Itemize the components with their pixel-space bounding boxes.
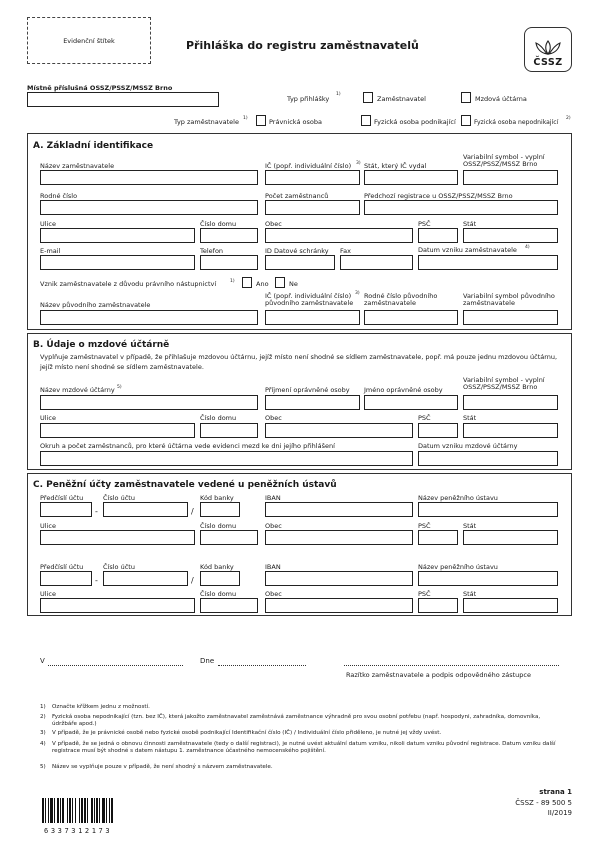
b-origin-date-label: Datum vzniku mzdové účtárny [418, 442, 518, 450]
application-type-label: Typ přihlášky [287, 95, 330, 103]
legal-entity-label: Právnická osoba [269, 118, 322, 126]
footnote-3-num: 3) [40, 730, 46, 736]
slash-separator: / [191, 507, 194, 516]
email-input[interactable] [40, 255, 195, 270]
account-label: Číslo účtu [103, 494, 135, 502]
natural-nonbusiness-checkbox[interactable] [461, 115, 471, 126]
databox-input[interactable] [265, 255, 335, 270]
scope-input[interactable] [40, 451, 413, 466]
barcode-number: 6337312173 [44, 827, 113, 835]
payroll-checkbox[interactable] [461, 92, 471, 103]
c-street-input-2[interactable] [40, 598, 195, 613]
c-state-label: Stát [463, 590, 477, 598]
registration-stamp-box [27, 17, 151, 64]
footnote-5: Název se vyplňuje pouze v případě, že není shodný s názvem zaměstnavatele. [52, 764, 273, 770]
succession-no-label: Ne [289, 280, 298, 288]
footnote-ref: 2) [566, 116, 571, 121]
fax-input[interactable] [340, 255, 413, 270]
bank-name-label: Název peněžního ústavu [418, 563, 498, 571]
form-version: II/2019 [547, 809, 572, 817]
fax-label: Fax [340, 247, 351, 255]
iban-label: IBAN [265, 494, 281, 502]
employer-checkbox[interactable] [363, 92, 373, 103]
b-origin-date-input[interactable] [418, 451, 558, 466]
c-state-label: Stát [463, 522, 477, 530]
slash-separator: / [191, 576, 194, 585]
iban-input-1[interactable] [265, 502, 413, 517]
surname-input[interactable] [265, 395, 360, 410]
orig-name-input[interactable] [40, 310, 258, 325]
state-ico-label: Stát, který IČ vydal [364, 162, 427, 170]
footnote-ref: 3) [356, 161, 361, 166]
state-input[interactable] [463, 228, 558, 243]
footnote-ref: 1) [336, 92, 341, 97]
footnote-ref: 3) [355, 291, 360, 296]
local-office-input[interactable] [27, 92, 219, 107]
bank-name-label: Název peněžního ústavu [418, 494, 498, 502]
c-municipality-label: Obec [265, 522, 282, 530]
prefix-input-2[interactable] [40, 571, 92, 586]
orig-name-label: Název původního zaměstnavatele [40, 301, 151, 309]
section-b-title: B. Údaje o mzdové účtárně [33, 340, 170, 350]
dash-separator: - [95, 576, 98, 585]
prev-registration-input[interactable] [364, 200, 558, 215]
barcode-bar [113, 798, 114, 823]
street-label: Ulice [40, 220, 56, 228]
municipality-input[interactable] [265, 228, 413, 243]
b-zip-input[interactable] [418, 423, 458, 438]
b-house-number-label: Číslo domu [200, 414, 237, 422]
footnote-1: Označte křížkem jednu z možností. [52, 704, 150, 710]
c-zip-input-1[interactable] [418, 530, 458, 545]
state-ico-input[interactable] [364, 170, 458, 185]
databox-label: ID Datové schránky [265, 247, 329, 255]
natural-nonbusiness-label: Fyzická osoba nepodnikající [474, 119, 559, 126]
origin-date-input[interactable] [418, 255, 558, 270]
var-symbol-label: Variabilní symbol - vyplní OSSZ/PSSZ/MSSZ Brno [463, 153, 545, 168]
orig-ico-label: IČ (popř. individuální číslo) původního zaměstnavatele [265, 292, 354, 307]
form-code: ČSSZ - 89 500 5 [515, 799, 572, 807]
c-street-label: Ulice [40, 590, 56, 598]
bank-code-input-2[interactable] [200, 571, 240, 586]
orig-var-input[interactable] [463, 310, 558, 325]
birth-number-label: Rodné číslo [40, 192, 78, 200]
house-number-label: Číslo domu [200, 220, 237, 228]
dash-separator: - [95, 507, 98, 516]
account-label: Číslo účtu [103, 563, 135, 571]
state-label: Stát [463, 220, 477, 228]
footnote-3: V případě, že je právnické osobě nebo fyzické osobě podnikající Identifikační číslo (IČ) / Individuální číslo přiděleno, je nutné jej vždy uvést. [52, 730, 442, 736]
orig-var-label: Variabilní symbol původního zaměstnavatele [463, 292, 555, 307]
date-line[interactable] [218, 665, 306, 666]
b-state-label: Stát [463, 414, 477, 422]
natural-business-checkbox[interactable] [361, 115, 371, 126]
cssz-emblem-icon [533, 39, 563, 57]
bank-code-input-1[interactable] [200, 502, 240, 517]
footnote-ref: 5) [117, 385, 122, 390]
prefix-label: Předčíslí účtu [40, 563, 84, 571]
footnote-ref: 1) [243, 116, 248, 121]
bank-name-input-1[interactable] [418, 502, 558, 517]
zip-label: PSČ [418, 220, 431, 228]
section-b-note: Vyplňuje zaměstnavatel v případě, že přihlašuje mzdovou účtárnu, jejíž místo není shodné se sídlem zaměstnavatele, popř. má pouze jednu mzdovou účtárnu, jejíž místo není shodné se sídlem zaměstnavatele. [40, 353, 558, 371]
prefix-label: Předčíslí účtu [40, 494, 84, 502]
b-street-input[interactable] [40, 423, 195, 438]
signature-line[interactable] [344, 665, 559, 666]
scope-label: Okruh a počet zaměstnanců, pro které účtárna vede evidenci mezd ke dni jejího přihlášení [40, 442, 335, 450]
c-zip-input-2[interactable] [418, 598, 458, 613]
c-municipality-input-2[interactable] [265, 598, 413, 613]
payroll-option-label: Mzdová účtárna [475, 95, 527, 103]
orig-birth-label: Rodné číslo původního zaměstnavatele [364, 292, 438, 307]
bank-code-label: Kód banky [200, 563, 234, 571]
date-label: Dne [200, 657, 215, 665]
bank-name-input-2[interactable] [418, 571, 558, 586]
payroll-var-label: Variabilní symbol - vyplní OSSZ/PSSZ/MSSZ Brno [463, 376, 545, 391]
succession-label: Vznik zaměstnavatele z důvodu právního nástupnictví [40, 280, 217, 288]
place-line[interactable] [48, 665, 183, 666]
account-input-2[interactable] [103, 571, 188, 586]
section-c-title: C. Peněžní účty zaměstnavatele vedené u peněžních ústavů [33, 480, 337, 490]
footnote-ref: 1) [230, 279, 235, 284]
c-street-label: Ulice [40, 522, 56, 530]
var-symbol-input[interactable] [463, 170, 558, 185]
c-zip-label: PSČ [418, 590, 431, 598]
stamp-label: Razítko zaměstnavatele a podpis odpovědného zástupce [346, 671, 531, 679]
footnote-ref: 4) [525, 245, 530, 250]
c-house-number-label: Číslo domu [200, 522, 237, 530]
email-label: E-mail [40, 247, 61, 255]
employer-name-input[interactable] [40, 170, 258, 185]
iban-label: IBAN [265, 563, 281, 571]
c-house-number-label: Číslo domu [200, 590, 237, 598]
footnote-2-num: 2) [40, 714, 46, 720]
c-state-input-1[interactable] [463, 530, 558, 545]
barcode [42, 798, 126, 823]
b-street-label: Ulice [40, 414, 56, 422]
c-state-input-2[interactable] [463, 598, 558, 613]
firstname-label: Jméno oprávněné osoby [364, 386, 443, 394]
c-street-input-1[interactable] [40, 530, 195, 545]
c-zip-label: PSČ [418, 522, 431, 530]
employer-name-label: Název zaměstnavatele [40, 162, 115, 170]
house-number-input[interactable] [200, 228, 258, 243]
prefix-input-1[interactable] [40, 502, 92, 517]
employer-type-label: Typ zaměstnavatele [174, 118, 239, 126]
street-input[interactable] [40, 228, 195, 243]
place-label: V [40, 657, 45, 665]
bank-code-label: Kód banky [200, 494, 234, 502]
c-house-number-input-1[interactable] [200, 530, 258, 545]
footnote-4: V případě, že se jedná o obnovu činnosti zaměstnavatele (tedy o další registraci), je nutné uvést aktuální datum vzniku, nikoli datum vzniku původní registrace. Datum vzniku další registrace musí být shodné s datem nástupu 1. zaměstnance účastného nemocenského pojištění. [52, 741, 556, 754]
firstname-input[interactable] [364, 395, 458, 410]
b-municipality-label: Obec [265, 414, 282, 422]
legal-entity-checkbox[interactable] [256, 115, 266, 126]
phone-input[interactable] [200, 255, 258, 270]
cssz-logo [524, 27, 572, 72]
employee-count-label: Počet zaměstnanců [265, 192, 329, 200]
footnote-2: Fyzická osoba nepodnikající (tzn. bez IČ), která jakožto zaměstnavatel zaměstnává zaměstnance výhradně pro svou osobní potřebu (např. hospodyni, zahradníka, domovníka, údržbáře apod.) [52, 714, 541, 727]
zip-input[interactable] [418, 228, 458, 243]
payroll-name-input[interactable] [40, 395, 258, 410]
payroll-var-input[interactable] [463, 395, 558, 410]
phone-label: Telefon [200, 247, 224, 255]
origin-date-label: Datum vzniku zaměstnavatele [418, 246, 517, 254]
account-input-1[interactable] [103, 502, 188, 517]
payroll-name-label: Název mzdové účtárny [40, 386, 115, 394]
badge-label: Evidenční štítek [63, 36, 115, 45]
footnote-4-num: 4) [40, 741, 46, 747]
prev-registration-label: Předchozí registrace u OSSZ/PSSZ/MSSZ Brno [364, 192, 513, 200]
b-municipality-input[interactable] [265, 423, 413, 438]
footnote-1-num: 1) [40, 704, 46, 710]
ico-input[interactable] [265, 170, 360, 185]
iban-input-2[interactable] [265, 571, 413, 586]
surname-label: Příjmení oprávněné osoby [265, 386, 350, 394]
natural-business-label: Fyzická osoba podnikající [374, 118, 456, 126]
b-zip-label: PSČ [418, 414, 431, 422]
footnote-5-num: 5) [40, 764, 46, 770]
c-municipality-input-1[interactable] [265, 530, 413, 545]
local-office-label: Místně příslušná OSSZ/PSSZ/MSSZ Brno [27, 84, 173, 92]
employee-count-input[interactable] [265, 200, 360, 215]
employer-option-label: Zaměstnavatel [377, 95, 426, 103]
ico-label: IČ (popř. individuální číslo) [265, 162, 352, 170]
form-title: Přihláška do registru zaměstnavatelů [186, 39, 419, 52]
succession-yes-checkbox[interactable] [242, 277, 252, 288]
succession-yes-label: Ano [256, 280, 269, 288]
c-house-number-input-2[interactable] [200, 598, 258, 613]
birth-number-input[interactable] [40, 200, 258, 215]
succession-no-checkbox[interactable] [275, 277, 285, 288]
c-municipality-label: Obec [265, 590, 282, 598]
b-state-input[interactable] [463, 423, 558, 438]
orig-ico-input[interactable] [265, 310, 360, 325]
logo-text: ČSSZ [533, 57, 563, 68]
page-number: strana 1 [539, 788, 572, 796]
municipality-label: Obec [265, 220, 282, 228]
section-a-title: A. Základní identifikace [33, 141, 154, 151]
orig-birth-input[interactable] [364, 310, 458, 325]
b-house-number-input[interactable] [200, 423, 258, 438]
